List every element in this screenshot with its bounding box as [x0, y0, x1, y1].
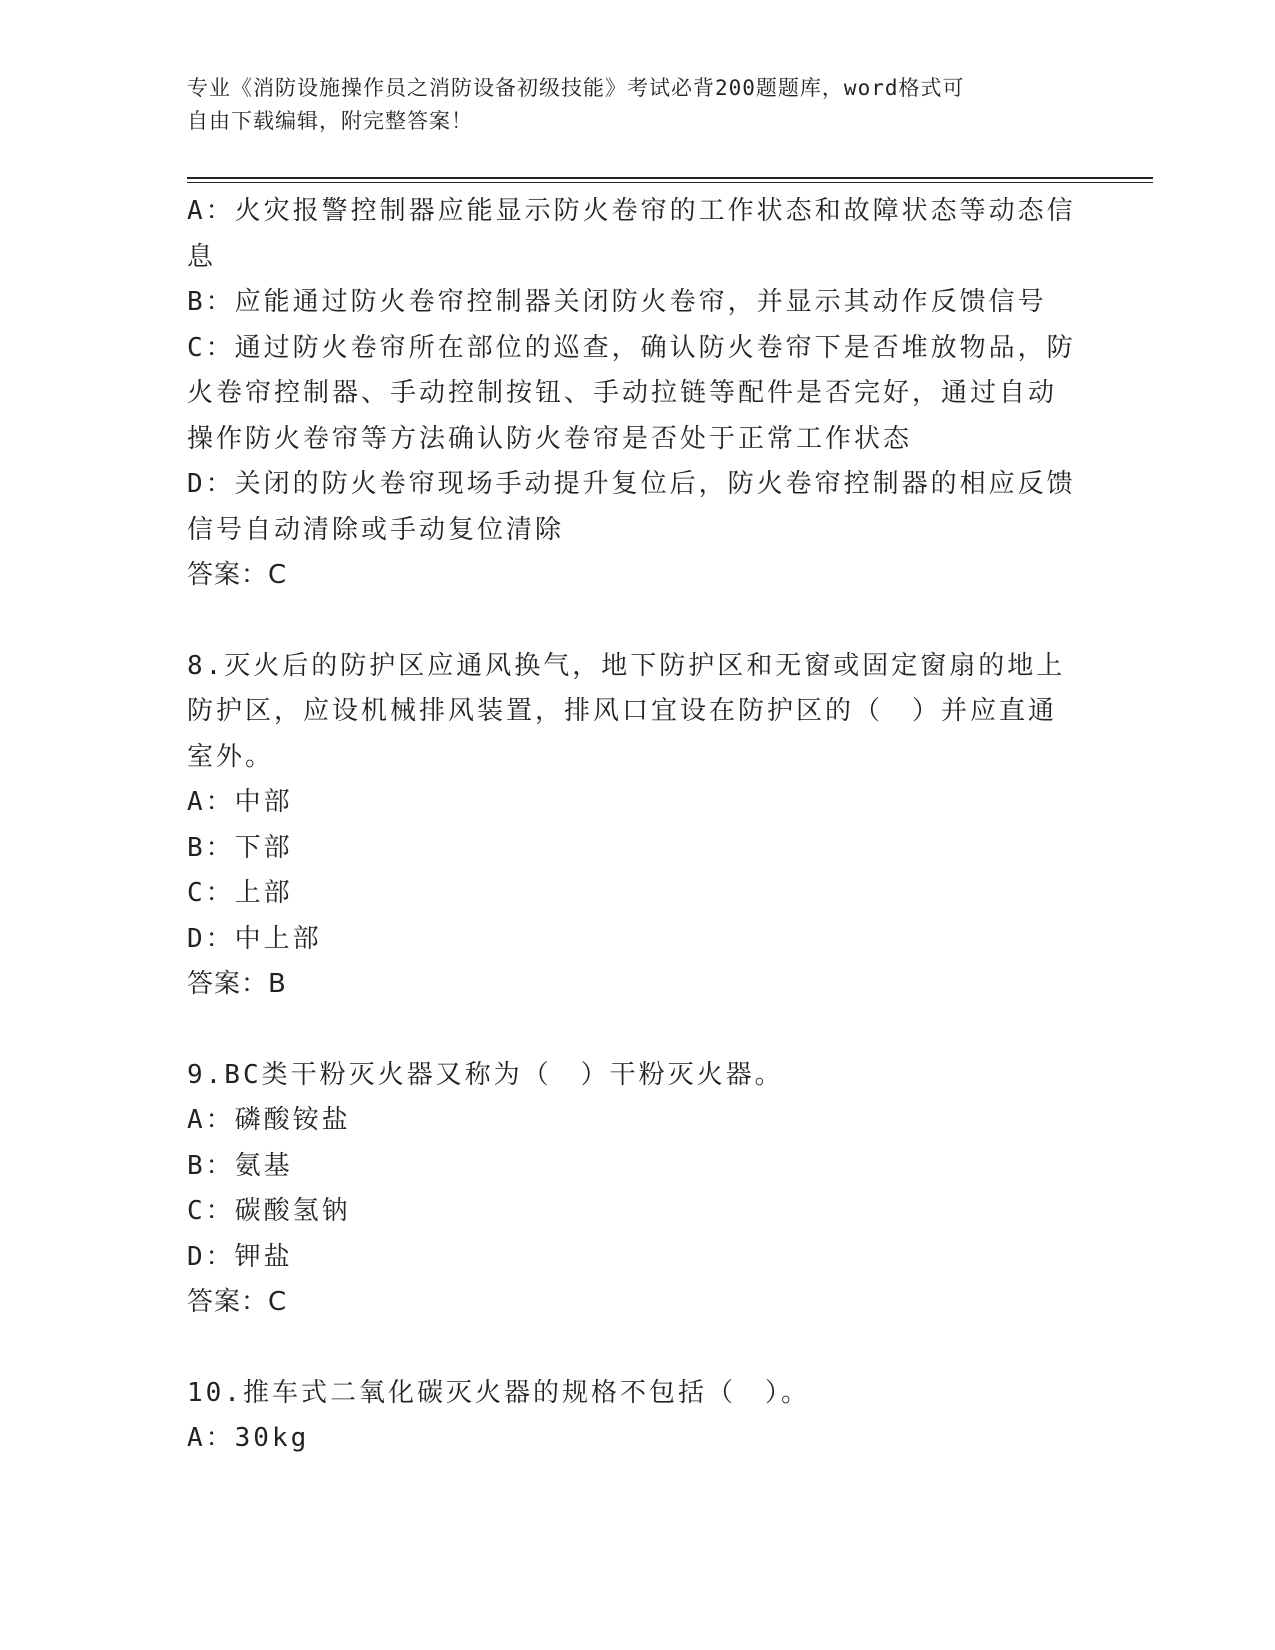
q9-option-a: A：磷酸铵盐: [187, 1105, 351, 1135]
header-line-1: 专业《消防设施操作员之消防设备初级技能》考试必背200题题库，word格式可: [187, 76, 965, 100]
q8-option-d: D：中上部: [187, 923, 322, 954]
q10-option-a: A：30kg: [187, 1423, 310, 1453]
q7-option-a-line-1: A：火灾报警控制器应能显示防火卷帘的工作状态和故障状态等动态信: [187, 196, 1076, 226]
q7-option-c-line-2: 火卷帘控制器、手动控制按钮、手动拉链等配件是否完好，通过自动: [187, 378, 1058, 408]
question-list: [187, 189, 1087, 1462]
q8-option-c: C：上部: [187, 878, 293, 908]
question-10-block: [187, 1371, 1087, 1462]
q7-option-a-line-2: 息: [187, 241, 217, 272]
q7-option-c-line-3: 操作防火卷帘等方法确认防火卷帘是否处于正常工作状态: [187, 423, 913, 454]
q8-question-line-3: 室外。: [187, 741, 275, 772]
q7-answer: 答案：C: [187, 560, 288, 590]
spacer: [187, 599, 1087, 644]
q9-answer: 答案：C: [187, 1287, 288, 1317]
q7-option-b: B：应能通过防火卷帘控制器关闭防火卷帘，并显示其动作反馈信号: [187, 287, 1047, 317]
q8-question-line-1: 8.灭火后的防护区应通风换气，地下防护区和无窗或固定窗扇的地上: [187, 650, 1066, 681]
q9-option-b: B：氨基: [187, 1150, 293, 1181]
header-line-2: 自由下载编辑，附完整答案！: [187, 109, 473, 133]
q10-question: 10.推车式二氧化碳灭火器的规格不包括（ ）。: [187, 1377, 810, 1408]
q7-option-d-line-1: D：关闭的防火卷帘现场手动提升复位后，防火卷帘控制器的相应反馈: [187, 469, 1076, 499]
spacer: [187, 1326, 1087, 1371]
q8-option-b: B：下部: [187, 832, 293, 863]
q8-answer: 答案：B: [187, 969, 287, 999]
q9-option-d: D：钾盐: [187, 1241, 293, 1272]
q8-option-a: A：中部: [187, 787, 293, 817]
question-9-block: [187, 1053, 1087, 1326]
spacer: [187, 1008, 1087, 1053]
header-divider-thick: [187, 177, 1153, 179]
q7-option-c-line-1: C：通过防火卷帘所在部位的巡查，确认防火卷帘下是否堆放物品，防: [187, 332, 1076, 363]
q7-option-d-line-2: 信号自动清除或手动复位清除: [187, 514, 565, 545]
header-divider-thin: [187, 182, 1153, 183]
document-header: [187, 72, 1087, 138]
question-8-block: [187, 644, 1087, 1008]
q9-option-c: C：碳酸氢钠: [187, 1196, 351, 1226]
question-7-block: [187, 189, 1087, 599]
q9-question: 9.BC类干粉灭火器又称为（ ）干粉灭火器。: [187, 1059, 784, 1090]
q8-question-line-2: 防护区，应设机械排风装置，排风口宜设在防护区的（ ）并应直通: [187, 696, 1058, 726]
